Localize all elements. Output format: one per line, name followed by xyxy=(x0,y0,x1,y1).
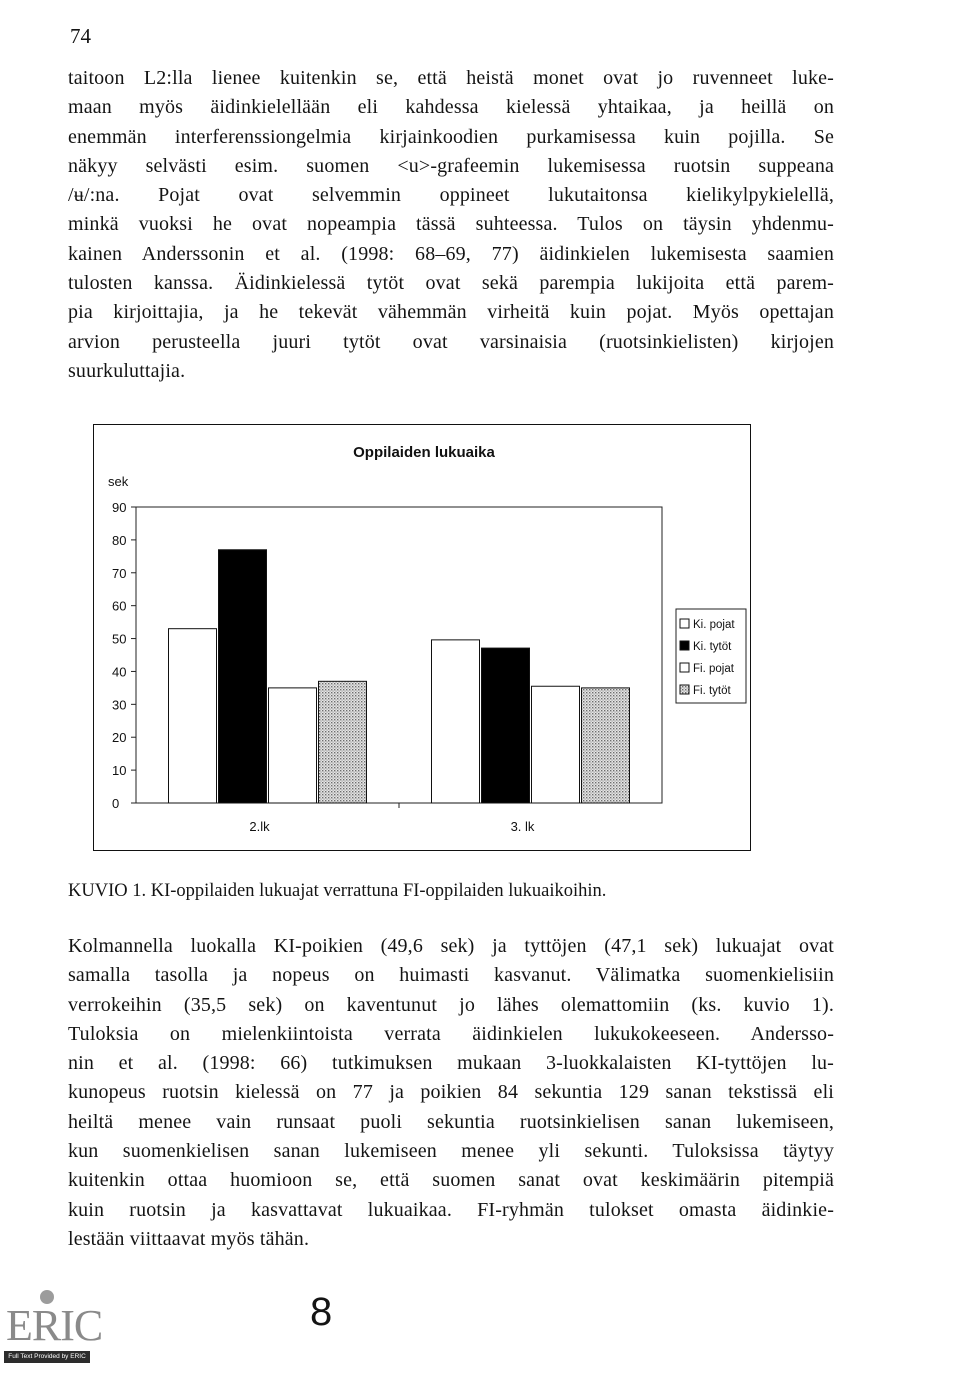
y-tick-label: 20 xyxy=(112,730,127,746)
text-line: enemmän interferenssiongelmia kirjainkoodien purkamisessa kuin pojilla. Se xyxy=(68,125,834,148)
text-line: tulosten kanssa. Äidinkielessä tytöt ovat sekä parempia lukijoita että parem- xyxy=(68,272,834,295)
y-axis-label: sek xyxy=(108,474,129,489)
text-line: lestään viittaavat myös tähän. xyxy=(68,1227,310,1250)
y-tick-label: 50 xyxy=(112,631,127,647)
text-line: Tuloksia on mielenkiintoista verrata äidinkielen lukukokeeseen. Andersso- xyxy=(68,1022,834,1045)
legend-label: Fi. pojat xyxy=(693,663,734,675)
text-line: taitoon L2:lla lienee kuitenkin se, että heistä monet ovat jo ruvenneet luke- xyxy=(68,67,834,89)
legend-label: Ki. pojat xyxy=(693,619,735,631)
bar xyxy=(269,688,317,803)
bar xyxy=(319,681,367,803)
legend-swatch xyxy=(680,663,689,672)
y-tick-label: 10 xyxy=(112,763,127,779)
text-line: Kolmannella luokalla KI-poikien (49,6 sek) ja tyttöjen (47,1 sek) lukuajat ovat xyxy=(68,935,834,957)
text-line: kuin ruotsin ja kasvattavat lukuaikaa. FI-ryhmän tulokset omasta äidinkie- xyxy=(68,1198,834,1221)
text-line: maan myös äidinkielellään eli kahdessa kielessä yhtaikaa, ja heillä on xyxy=(68,96,834,119)
x-tick-label: 2.lk xyxy=(249,819,270,834)
text-line: nin et al. (1998: 66) tutkimuksen mukaan 3-luokkalaisten KI-tyttöjen lu- xyxy=(68,1052,834,1075)
legend-swatch xyxy=(680,619,689,628)
x-tick-label: 3. lk xyxy=(510,819,535,834)
body-paragraph-2 xyxy=(68,932,834,1254)
y-tick-label: 60 xyxy=(112,598,127,614)
bar-chart xyxy=(94,425,750,850)
bar xyxy=(532,686,580,803)
y-tick-label: 40 xyxy=(112,664,127,680)
text-line: kainen Anderssonin et al. (1998: 68–69, 77) äidinkielen lukemisesta saamien xyxy=(68,242,834,265)
legend-label: Ki. tytöt xyxy=(693,641,732,653)
bar xyxy=(582,688,630,803)
text-line: kunopeus ruotsin kielessä on 77 ja poikien 84 sekuntia 129 sanan tekstissä eli xyxy=(68,1081,834,1104)
legend-label: Fi. tytöt xyxy=(693,685,731,697)
text-line: heiltä menee vain runsaat puoli sekuntia ruotsinkielisen sanan lukemiseen, xyxy=(68,1110,834,1133)
text-line: samalla tasolla ja nopeus on huimasti kasvanut. Välimatka suomenkielisiin xyxy=(68,964,834,987)
eric-logo-word: ERIC xyxy=(6,1301,103,1350)
y-tick-label: 70 xyxy=(112,565,127,581)
bar xyxy=(169,629,217,803)
figure-caption: KUVIO 1. KI-oppilaiden lukuajat verrattuna FI-oppilaiden lukuaikoihin. xyxy=(68,881,607,901)
chart-title: Oppilaiden lukuaika xyxy=(353,444,495,461)
text-line: minkä vuoksi he ovat nopeampia tässä suhteessa. Tulos on täysin yhdenmu- xyxy=(68,213,834,236)
bar-series xyxy=(169,550,630,803)
y-axis xyxy=(112,500,136,811)
text-line: arvion perusteella juuri tytöt ovat varsinaisia (ruotsinkielisten) kirjojen xyxy=(68,330,834,353)
y-tick-label: 80 xyxy=(112,532,127,548)
eric-logo-band: Full Text Provided by ERIC xyxy=(4,1351,90,1363)
y-tick-label: 90 xyxy=(112,500,127,515)
text-line: kun suomenkielisen sanan lukemiseen menee yli sekunti. Tuloksissa täytyy xyxy=(68,1140,834,1163)
text-line: suurkuluttajia. xyxy=(68,359,186,382)
legend-swatch xyxy=(680,685,689,694)
legend xyxy=(676,609,746,703)
bar xyxy=(219,550,267,803)
footer-page-marker: 8 xyxy=(310,1290,333,1334)
body-paragraph-1 xyxy=(68,64,834,386)
figure-chart xyxy=(93,424,751,851)
bar xyxy=(432,640,480,803)
y-tick-label: 0 xyxy=(112,796,120,811)
page-number: 74 xyxy=(70,24,91,48)
text-line: verrokeihin (35,5 sek) on kaventunut jo lähes olemattomiin (ks. kuvio 1). xyxy=(68,993,834,1016)
text-line: näkyy selvästi esim. suomen <u>-grafeemin lukemisessa ruotsin suppeana xyxy=(68,154,834,177)
legend-swatch xyxy=(680,641,689,650)
y-tick-label: 30 xyxy=(112,697,127,713)
x-axis xyxy=(249,803,535,834)
bar xyxy=(482,648,530,803)
text-line: kuitenkin ottaa huomioon se, että suomen sanat ovat keskimäärin pitempiä xyxy=(68,1169,834,1192)
text-line: pia kirjoittajia, ja he tekevät vähemmän virheitä kuin pojat. Myös opettajan xyxy=(68,301,834,324)
text-line: /ʉ/:na. Pojat ovat selvemmin oppineet lukutaitonsa kielikylpykielellä, xyxy=(68,184,834,207)
